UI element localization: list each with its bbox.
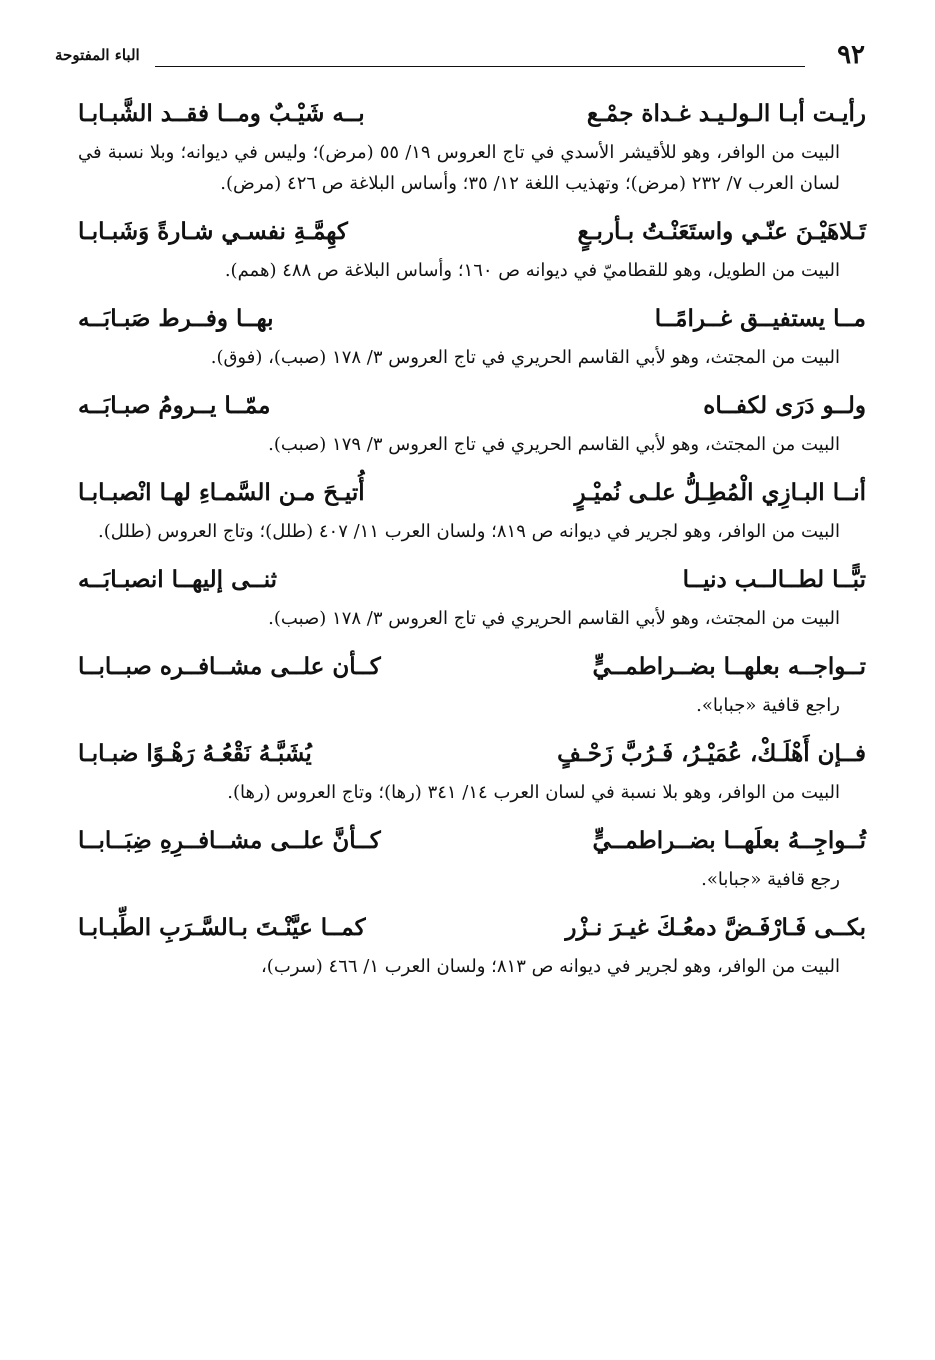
- first-hemistich: تَـلاهَيْـنَ عنّـي واستَعَنْـتُ بـأربـعٍ: [577, 218, 866, 245]
- header-rule: [155, 66, 805, 67]
- entry: [78, 387, 866, 460]
- verse-note: البيت من المجتث، وهو لأبي القاسم الحريري في تاج العروس ٣/ ١٧٨ (صبب).: [268, 608, 840, 629]
- verse-note: البيت من الطويل، وهو للقطاميّ في ديوانه ص ١٦٠؛ وأساس البلاغة ص ٤٨٨ (همم).: [224, 260, 840, 281]
- second-hemistich: كــأنَّ علــى مشــافــرِهِ ضِبَــابــا: [78, 827, 381, 854]
- verse-note: البيت من المجتث، وهو لأبي القاسم الحريري في تاج العروس ٣/ ١٧٨ (صبب)، (فوق).: [210, 347, 840, 368]
- second-hemistich: كهِمَّـةِ نفسـي شـارةً وَشَبـابـا: [78, 218, 348, 245]
- second-hemistich: كــأن علــى مشــافــره صبــابــا: [78, 653, 381, 680]
- entry: [78, 648, 866, 721]
- first-hemistich: تــواجــه بعلهــا بضــراطمــيٍّ: [592, 653, 866, 680]
- second-hemistich: يُشَبَّـهُ نَقْعُـهُ رَهْـوًا ضبـابـا: [78, 740, 312, 767]
- verse-line: [78, 648, 866, 686]
- verse-line: [78, 561, 866, 599]
- second-hemistich: بهــا وفــرط صَبـابَــه: [78, 305, 274, 332]
- verse-note: راجع قافية «جبابا».: [696, 695, 840, 716]
- first-hemistich: فــإن أَهْلَـكْ، عُمَيْـرُ، فَـرُبَّ زَحْـفٍ: [557, 740, 866, 767]
- verse-line: [78, 95, 866, 133]
- running-title: الباء المفتوحة: [55, 46, 140, 64]
- verse-line: [78, 300, 866, 338]
- verse-note: البيت من الوافر، وهو لجرير في ديوانه ص ٨١٣؛ ولسان العرب ١/ ٤٦٦ (سرب)،: [260, 956, 840, 977]
- verse-line: [78, 822, 866, 860]
- verse-line: [78, 909, 866, 947]
- entry: [78, 561, 866, 634]
- verse-line: [78, 735, 866, 773]
- verse-line: [78, 474, 866, 512]
- verse-line: [78, 213, 866, 251]
- first-hemistich: ولــو دَرَى لكفــاه: [703, 392, 866, 419]
- entry: [78, 95, 866, 199]
- first-hemistich: تبًّــا لطــالــب دنيــا: [682, 566, 866, 593]
- entry: [78, 735, 866, 808]
- first-hemistich: رأيـت أبـا الـولـيـد غـداة جمْـع: [586, 100, 866, 127]
- second-hemistich: أُتيـحَ مـن السَّمـاءِ لهـا انْصبـابـا: [78, 479, 365, 506]
- first-hemistich: أنــا البـازِي الْمُطِـلُّ علـى نُميْـرٍ: [574, 479, 866, 506]
- verse-line: [78, 387, 866, 425]
- page-number: ٩٢: [837, 40, 865, 70]
- second-hemistich: ثنــى إليهــا انصبـابَــه: [78, 566, 278, 593]
- entry: [78, 474, 866, 547]
- entry: [78, 822, 866, 895]
- entry: [78, 300, 866, 373]
- first-hemistich: مــا يستفيــق غــرامًــا: [654, 305, 866, 332]
- second-hemistich: كمــا عيَّنْـتَ بـالسَّـرَبِ الطِّبـابـا: [78, 914, 366, 941]
- verse-note: رجع قافية «جبابا».: [701, 869, 840, 890]
- entries: [78, 95, 866, 996]
- second-hemistich: ممّــا يــرومُ صبـابَــه: [78, 392, 271, 419]
- entry: [78, 213, 866, 286]
- verse-note: البيت من الوافر، وهو بلا نسبة في لسان العرب ١٤/ ٣٤١ (رها)؛ وتاج العروس (رها).: [227, 782, 840, 803]
- second-hemistich: بــه شَيْـبٌ ومــا فقــد الشَّبـابـا: [78, 100, 365, 127]
- page-header: [55, 40, 865, 80]
- verse-note: البيت من الوافر، وهو للأقيشر الأسدي في تاج العروس ١٩/ ٥٥ (مرض)؛ وليس في ديوانه؛ وبلا نسبة في لسان العرب ٧/ ٢٣٢ (مرض)؛ وتهذيب اللغة ١٢/ ٣٥؛ وأساس البلاغة ص ٤٢٦ (مرض).: [78, 142, 840, 194]
- verse-note: البيت من الوافر، وهو لجرير في ديوانه ص ٨١٩؛ ولسان العرب ١١/ ٤٠٧ (طلل)؛ وتاج العروس (طلل).: [98, 521, 840, 542]
- first-hemistich: تُــواجِــهُ بعلَهــا بضــراطمــيٍّ: [592, 827, 866, 854]
- entry: [78, 909, 866, 982]
- verse-note: البيت من المجتث، وهو لأبي القاسم الحريري في تاج العروس ٣/ ١٧٩ (صبب).: [268, 434, 840, 455]
- first-hemistich: بكــى فَـارْفَـضَّ دمعُـكَ غيـرَ نـزْر: [565, 914, 866, 941]
